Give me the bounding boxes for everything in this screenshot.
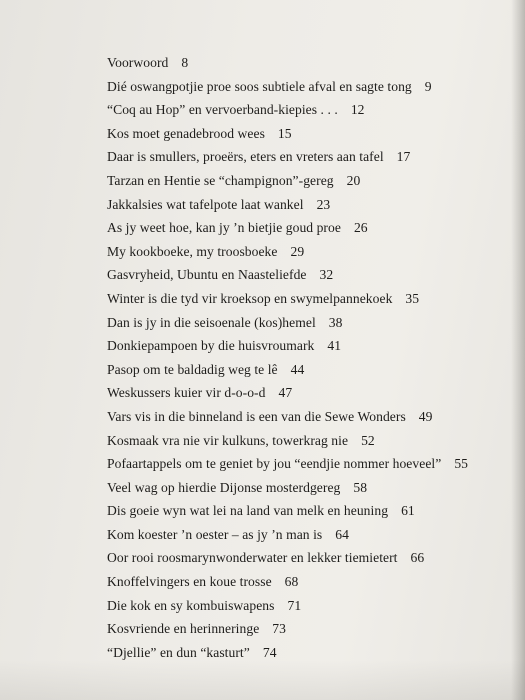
toc-entry: [107, 358, 517, 382]
toc-entry-page: 35: [405, 290, 420, 306]
toc-entry-title: Veel wag op hierdie Dijonse mosterdgereg: [107, 479, 341, 495]
toc-entry: [107, 311, 517, 335]
toc-entry-title: Gasvryheid, Ubuntu en Naasteliefde: [107, 267, 307, 283]
toc-entry-page: 58: [353, 479, 368, 495]
toc-entry-page: 74: [262, 644, 277, 660]
toc-entry: [107, 476, 517, 500]
toc-entry-page: 17: [396, 149, 411, 165]
toc-entry-title: Winter is die tyd vir kroeksop en swymelpannekoek: [107, 290, 393, 306]
toc-entry-page: 61: [401, 503, 415, 519]
toc-entry-page: 64: [335, 526, 349, 542]
toc-entry-title: Daar is smullers, proeërs, eters en vreters aan tafel: [107, 149, 384, 165]
toc-entry-page: 29: [290, 243, 305, 259]
toc-entry-title: Dan is jy in die seisoenale (kos)hemel: [107, 314, 316, 330]
toc-entry-title: Dis goeie wyn wat lei na land van melk en heuning: [107, 503, 389, 519]
toc-entry-title: Vars vis in die binneland is een van die Sewe Wonders: [107, 408, 406, 424]
toc-entry-page: 55: [454, 456, 469, 472]
toc-entry: [107, 523, 517, 547]
toc-entry-title: Die kok en sy kombuiswapens: [107, 597, 275, 613]
toc-entry-page: 41: [327, 338, 342, 354]
toc-entry-page: 26: [353, 220, 368, 236]
toc-entry: [107, 75, 517, 99]
toc-entry-page: 32: [319, 267, 334, 283]
toc-entry: [107, 594, 517, 618]
toc-entry-page: 38: [328, 314, 343, 330]
page-bottom-shadow: [0, 660, 525, 700]
page-edge-shadow: [511, 0, 525, 700]
toc-entry-page: 15: [277, 125, 292, 141]
toc-entry-page: 20: [346, 172, 361, 188]
toc-entry-title: Pofaartappels om te geniet by jou “eendjie nommer hoeveel”: [107, 456, 442, 472]
toc-entry-page: 9: [424, 78, 432, 94]
toc-entry-page: 73: [272, 621, 286, 637]
toc-entry-title: Pasop om te baldadig weg te lê: [107, 361, 278, 377]
table-of-contents: [107, 51, 517, 664]
toc-entry: [107, 570, 517, 594]
toc-entry: [107, 546, 517, 570]
toc-entry: [107, 429, 517, 453]
toc-entry: [107, 499, 517, 523]
toc-entry-page: 71: [287, 597, 302, 613]
toc-entry-title: Dié oswangpotjie proe soos subtiele afval en sagte tong: [107, 78, 412, 94]
toc-entry-page: 68: [284, 574, 299, 590]
toc-entry-title: Weskussers kuier vir d-o-o-d: [107, 385, 266, 401]
toc-entry: [107, 405, 517, 429]
toc-entry-page: 49: [418, 408, 433, 424]
toc-entry: [107, 122, 517, 146]
toc-entry-title: Voorwoord: [107, 55, 169, 70]
toc-entry-page: 47: [278, 385, 293, 401]
toc-entry-page: 23: [316, 196, 331, 212]
toc-entry-page: 52: [361, 432, 375, 448]
toc-entry-title: Kosvriende en herinneringe: [107, 621, 260, 637]
toc-entry: [107, 145, 517, 169]
toc-entry: [107, 193, 517, 217]
toc-entry-title: Kosmaak vra nie vir kulkuns, towerkrag nie: [107, 432, 349, 448]
toc-entry-title: Knoffelvingers en koue trosse: [107, 574, 272, 590]
toc-entry: [107, 263, 517, 287]
toc-entry: [107, 287, 517, 311]
toc-entry: [107, 51, 517, 75]
toc-entry-page: 8: [181, 55, 189, 70]
toc-entry-title: Kos moet genadebrood wees: [107, 125, 265, 141]
toc-entry: [107, 240, 517, 264]
toc-entry: [107, 381, 517, 405]
toc-entry-title: As jy weet hoe, kan jy ’n bietjie goud proe: [107, 220, 341, 236]
toc-entry: [107, 169, 517, 193]
toc-entry-page: 44: [290, 361, 305, 377]
toc-entry: [107, 617, 517, 641]
toc-entry-title: Oor rooi roosmarynwonderwater en lekker tiemietert: [107, 550, 398, 566]
toc-entry-title: Jakkalsies wat tafelpote laat wankel: [107, 196, 304, 212]
toc-entry-title: “Djellie” en dun “kasturt”: [107, 644, 250, 660]
toc-entry-title: “Coq au Hop” en vervoerband-kiepies . . .: [107, 102, 338, 118]
toc-entry: [107, 452, 517, 476]
toc-entry: [107, 216, 517, 240]
toc-entry: [107, 334, 517, 358]
toc-entry: [107, 98, 517, 122]
toc-entry-title: Kom koester ’n oester – as jy ’n man is: [107, 526, 323, 542]
toc-entry-title: My kookboeke, my troosboeke: [107, 243, 278, 259]
toc-entry-title: Tarzan en Hentie se “champignon”-gereg: [107, 172, 334, 188]
toc-entry-page: 12: [350, 102, 365, 118]
toc-entry-page: 66: [410, 550, 425, 566]
toc-entry-title: Donkiepampoen by die huisvroumark: [107, 338, 315, 354]
